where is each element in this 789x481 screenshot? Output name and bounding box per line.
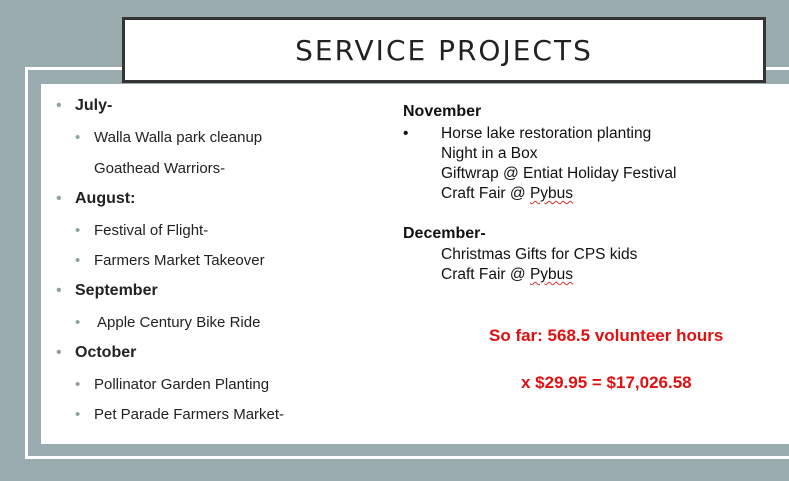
bullet-dot: • [56, 97, 62, 114]
bullet-dot: • [75, 252, 81, 269]
item-text: Apple Century Bike Ride [97, 314, 261, 331]
item-text: Pet Parade Farmers Market- [94, 406, 285, 423]
list-item [75, 129, 262, 146]
list-item [75, 222, 208, 239]
slide-title: SERVICE PROJECTS [295, 33, 593, 67]
bullet-dot: • [75, 406, 81, 423]
bullet-dot: • [56, 190, 62, 207]
bullet-dot: • [75, 222, 81, 239]
list-item [441, 185, 573, 203]
item-text: Craft Fair @ [441, 266, 530, 283]
month-july [56, 97, 112, 115]
bullet-dot: • [75, 314, 81, 331]
month-november: November [403, 103, 482, 120]
volunteer-value-total: x $29.95 = $17,026.58 [521, 373, 692, 392]
list-item [441, 266, 573, 284]
month-september [56, 282, 158, 300]
item-text: Farmers Market Takeover [94, 252, 265, 269]
bullet-dot: • [75, 376, 81, 393]
item-text: Pollinator Garden Planting [94, 376, 270, 393]
list-item: Giftwrap @ Entiat Holiday Festival [441, 165, 677, 182]
item-text: Craft Fair @ [441, 185, 530, 202]
spellcheck-word: Pybus [529, 185, 574, 202]
list-item: Christmas Gifts for CPS kids [441, 246, 638, 263]
bullet-dot: • [56, 344, 62, 361]
volunteer-hours-total: So far: 568.5 volunteer hours [489, 326, 724, 345]
month-august [56, 190, 135, 208]
list-item [75, 406, 284, 423]
list-item [75, 314, 260, 331]
month-label: September [75, 282, 158, 299]
bullet-dot: • [56, 282, 62, 299]
list-item: Horse lake restoration planting [441, 125, 652, 142]
item-text: Festival of Flight- [94, 222, 209, 239]
bullet-dot: • [403, 125, 409, 142]
title-box [122, 17, 766, 83]
month-october [56, 344, 136, 362]
list-item [75, 376, 269, 393]
list-item [75, 252, 265, 269]
spellcheck-word: Pybus [529, 266, 574, 283]
month-label: July- [75, 97, 113, 114]
month-label: August: [75, 190, 136, 207]
list-item: Night in a Box [441, 145, 538, 162]
month-december: December- [403, 225, 486, 242]
list-item-continuation [94, 160, 225, 177]
bullet-dot: • [75, 129, 81, 146]
item-text: Walla Walla park cleanup [94, 129, 263, 146]
item-text: Goathead Warriors- [94, 160, 226, 177]
month-label: October [75, 344, 137, 361]
